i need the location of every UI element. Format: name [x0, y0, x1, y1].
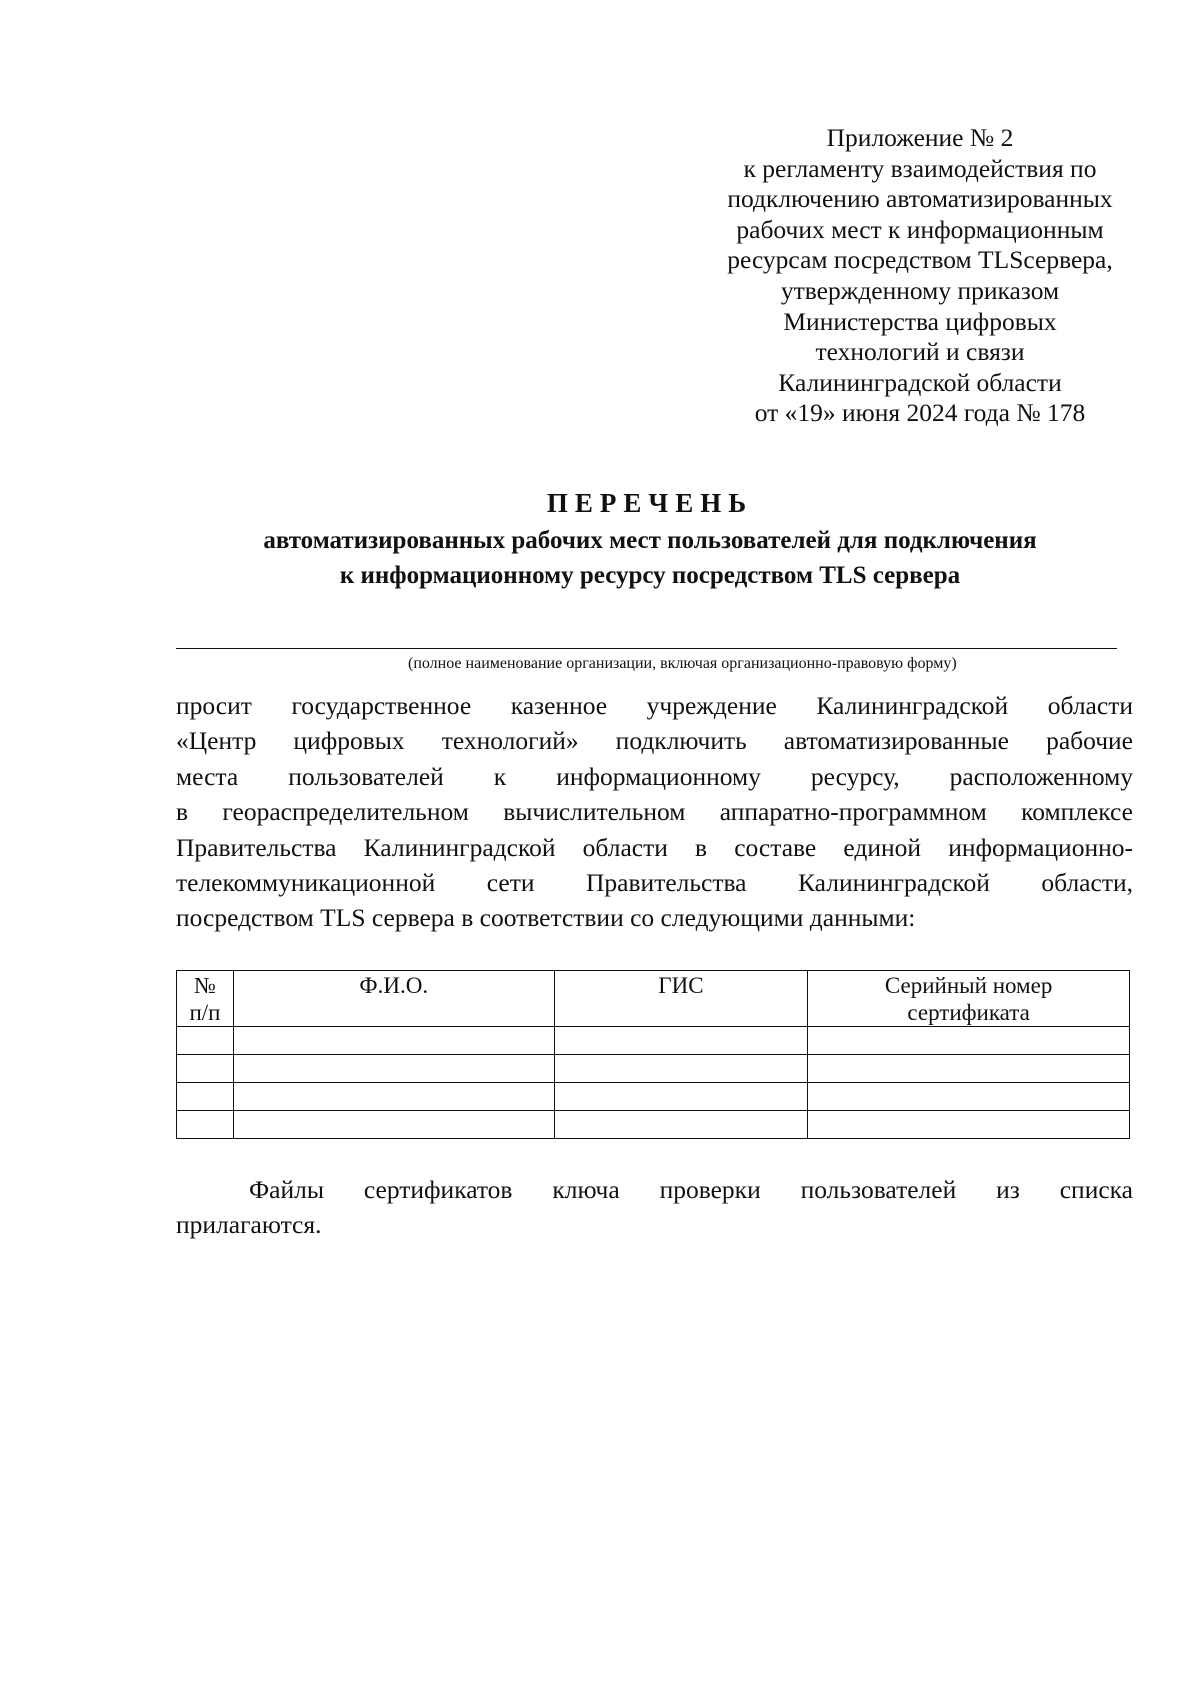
table-cell[interactable] — [177, 1027, 234, 1055]
table-cell[interactable] — [554, 1083, 808, 1111]
table-row — [177, 1083, 1130, 1111]
header-text: сертификата — [907, 1000, 1030, 1025]
table-cell[interactable] — [177, 1083, 234, 1111]
appendix-line: подключению автоматизированных — [727, 184, 1113, 214]
table-row — [177, 1111, 1130, 1139]
table-cell[interactable] — [233, 1055, 554, 1083]
header-text: Серийный номер — [884, 973, 1053, 998]
column-header-fio — [233, 971, 554, 1027]
appendix-line: утвержденному приказом — [780, 275, 1060, 305]
table-cell[interactable] — [233, 1027, 554, 1055]
table-cell[interactable] — [233, 1111, 554, 1139]
document-title: ПЕРЕЧЕНЬ — [546, 488, 754, 518]
paragraph-line: «Центр цифровых технологий» подключить автоматизированные рабочие — [176, 726, 1133, 756]
appendix-line: Министерства цифровых — [783, 306, 1057, 336]
column-header-gis — [554, 971, 808, 1027]
table-cell[interactable] — [554, 1111, 808, 1139]
table-header-row — [177, 971, 1130, 1027]
header-text: п/п — [189, 1000, 221, 1025]
paragraph-line: места пользователей к информационному ресурсу, расположенному — [176, 761, 1133, 791]
closing-paragraph — [176, 1172, 1133, 1243]
appendix-line: технологий и связи — [815, 337, 1025, 367]
users-table — [176, 970, 1130, 1139]
table-row — [177, 1055, 1130, 1083]
table-cell[interactable] — [177, 1055, 234, 1083]
paragraph-line: в геораспределительном вычислительном аппаратно-программном комплексе — [176, 797, 1133, 827]
table-cell[interactable] — [808, 1111, 1130, 1139]
paragraph-line: Правительства Калининградской области в составе единой информационно- — [176, 832, 1133, 862]
column-header-number — [177, 971, 234, 1027]
appendix-header — [690, 123, 1150, 429]
request-paragraph — [176, 688, 1133, 936]
organization-field-caption: (полное наименование организации, включая организационно-правовую форму) — [408, 655, 957, 672]
table-row — [177, 1027, 1130, 1055]
subtitle-line: автоматизированных рабочих мест пользователей для подключения — [263, 527, 1037, 554]
subtitle-line: к информационному ресурсу посредством TLS сервера — [339, 562, 961, 589]
table-cell[interactable] — [177, 1111, 234, 1139]
appendix-line: Приложение № 2 — [826, 123, 1014, 152]
appendix-line: рабочих мест к информационным — [736, 214, 1104, 244]
appendix-line: Калининградской области — [778, 367, 1062, 397]
header-text: Ф.И.О. — [359, 973, 429, 998]
paragraph-line: телекоммуникационной сети Правительства Калининградской области, — [176, 867, 1133, 897]
paragraph-line: прилагаются. — [176, 1210, 322, 1240]
table-cell[interactable] — [233, 1083, 554, 1111]
appendix-line: ресурсам посредством TLSсервера, — [727, 245, 1113, 275]
table-cell[interactable] — [808, 1083, 1130, 1111]
paragraph-line: Файлы сертификатов ключа проверки пользователей из списка — [249, 1175, 1133, 1204]
appendix-line: к регламенту взаимодействия по — [743, 153, 1097, 183]
header-text: ГИС — [658, 973, 704, 998]
column-header-certificate-serial — [808, 971, 1130, 1027]
paragraph-line: просит государственное казенное учреждение Калининградской области — [176, 691, 1133, 720]
paragraph-line: посредством TLS сервера в соответствии со следующими данными: — [176, 903, 916, 933]
header-text: № — [193, 973, 216, 998]
table-cell[interactable] — [808, 1055, 1130, 1083]
table-cell[interactable] — [554, 1027, 808, 1055]
document-subtitle — [170, 523, 1130, 593]
organization-name-field[interactable] — [176, 648, 1117, 649]
table-cell[interactable] — [808, 1027, 1130, 1055]
appendix-line: от «19» июня 2024 года № 178 — [754, 398, 1086, 428]
table-cell[interactable] — [554, 1055, 808, 1083]
